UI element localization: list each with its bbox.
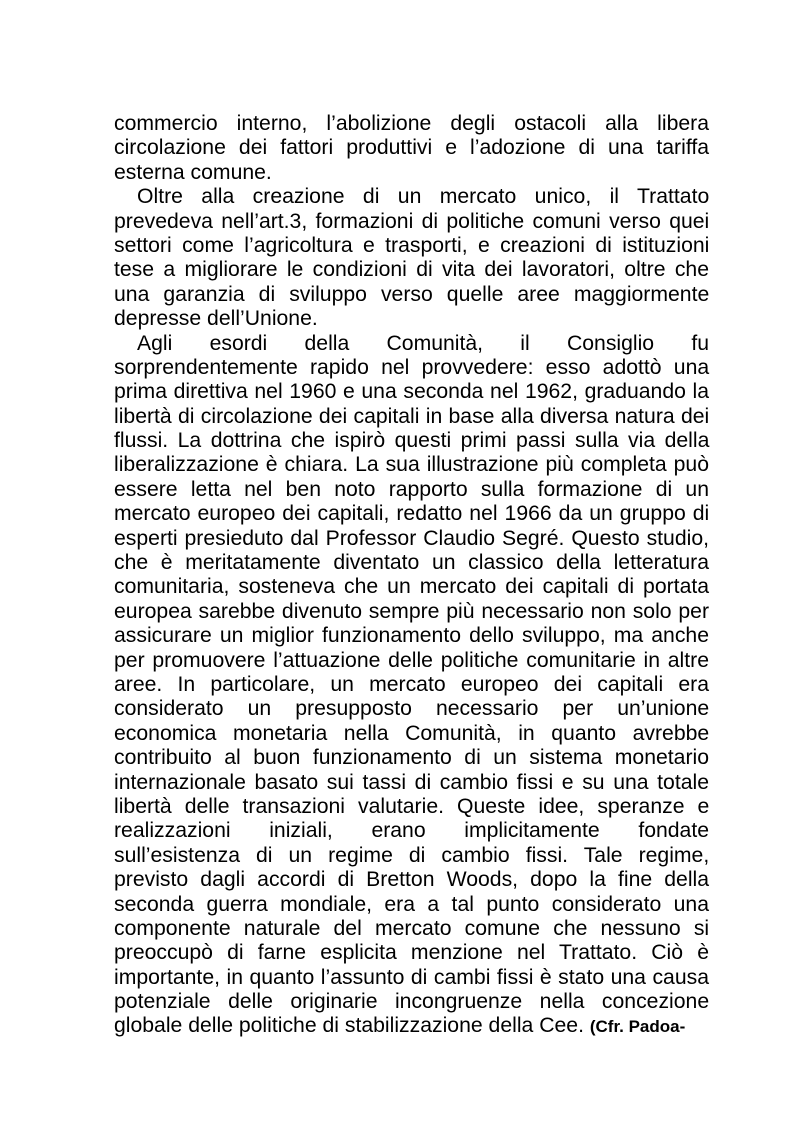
text-line-final — [114, 1014, 709, 1038]
text-line: comunitaria, sosteneva che un mercato dei capitali di portata — [114, 575, 710, 599]
text-line: una garanzia di sviluppo verso quelle aree maggiormente — [114, 282, 710, 306]
text-line: sull’esistenza di un regime di cambio fissi. Tale regime, — [114, 843, 710, 867]
text-line: circolazione dei fattori produttivi e l’adozione di una tariffa — [114, 136, 709, 160]
text-line: seconda guerra mondiale, era a tal punto considerato una — [114, 892, 710, 916]
text-line: prima direttiva nel 1960 e una seconda nel 1962, graduando la — [114, 380, 709, 404]
text-line: liberalizzazione è chiara. La sua illustrazione più completa può — [114, 453, 709, 477]
text-line: Agli esordi della Comunità, il Consiglio fu — [137, 331, 709, 355]
text-line: esterna comune. — [114, 160, 272, 184]
text-line: contribuito al buon funzionamento di un sistema monetario — [114, 746, 709, 770]
text-line: che è meritatamente diventato un classico della letteratura — [114, 551, 709, 575]
text-line: realizzazioni iniziali, erano implicitamente fondate — [114, 819, 710, 843]
text-line: per promuovere l’attuazione delle politiche comunitarie in altre — [114, 648, 709, 672]
text-line: internazionale basato sui tassi di cambio fissi e su una totale — [114, 770, 709, 794]
text-line: libertà di circolazione dei capitali in base alla diversa natura dei — [114, 404, 710, 428]
text-line: europea sarebbe divenuto sempre più necessario non solo per — [114, 599, 709, 623]
text-line: importante, in quanto l’assunto di cambi fissi è stato una causa — [114, 965, 709, 989]
text-line: libertà delle transazioni valutarie. Queste idee, speranze e — [114, 794, 710, 818]
citation: (Cfr. Padoa- — [589, 1017, 686, 1037]
text-line: tese a migliorare le condizioni di vita dei lavoratori, oltre che — [114, 258, 709, 282]
text-line: depresse dell’Unione. — [114, 307, 318, 331]
text-line: preoccupò di farne esplicita menzione nel Trattato. Ciò è — [114, 941, 709, 965]
text-line: esperti presieduto dal Professor Claudio Segré. Questo studio, — [114, 526, 709, 550]
text-line: aree. In particolare, un mercato europeo dei capitali era — [114, 672, 709, 696]
text-line: componente naturale del mercato comune che nessuno si — [114, 916, 710, 940]
text-line: essere letta nel ben noto rapporto sulla formazione di un — [114, 477, 709, 501]
text-line: prevedeva nell’art.3, formazioni di politiche comuni verso quei — [114, 209, 710, 233]
body-text — [114, 112, 709, 1039]
text-line: flussi. La dottrina che ispirò questi primi passi sulla via della — [114, 429, 710, 453]
text-line: previsto dagli accordi di Bretton Woods, dopo la fine della — [114, 868, 710, 892]
final-line-text: globale delle politiche di stabilizzazione della Cee. — [114, 1014, 584, 1038]
text-line: potenziale delle originarie incongruenze nella concezione — [114, 990, 710, 1014]
text-line: assicurare un miglior funzionamento dello sviluppo, ma anche — [114, 624, 709, 648]
text-line: sorprendentemente rapido nel provvedere: esso adottò una — [114, 355, 710, 379]
text-line: settori come l’agricoltura e trasporti, e creazioni di istituzioni — [114, 233, 710, 257]
text-line: economica monetaria nella Comunità, in quanto avrebbe — [114, 721, 710, 745]
text-line: considerato un presupposto necessario per un’unione — [114, 697, 710, 721]
text-line: commercio interno, l’abolizione degli ostacoli alla libera — [114, 112, 709, 135]
text-line: mercato europeo dei capitali, redatto nel 1966 da un gruppo di — [114, 502, 710, 526]
text-line: Oltre alla creazione di un mercato unico, il Trattato — [137, 185, 710, 209]
